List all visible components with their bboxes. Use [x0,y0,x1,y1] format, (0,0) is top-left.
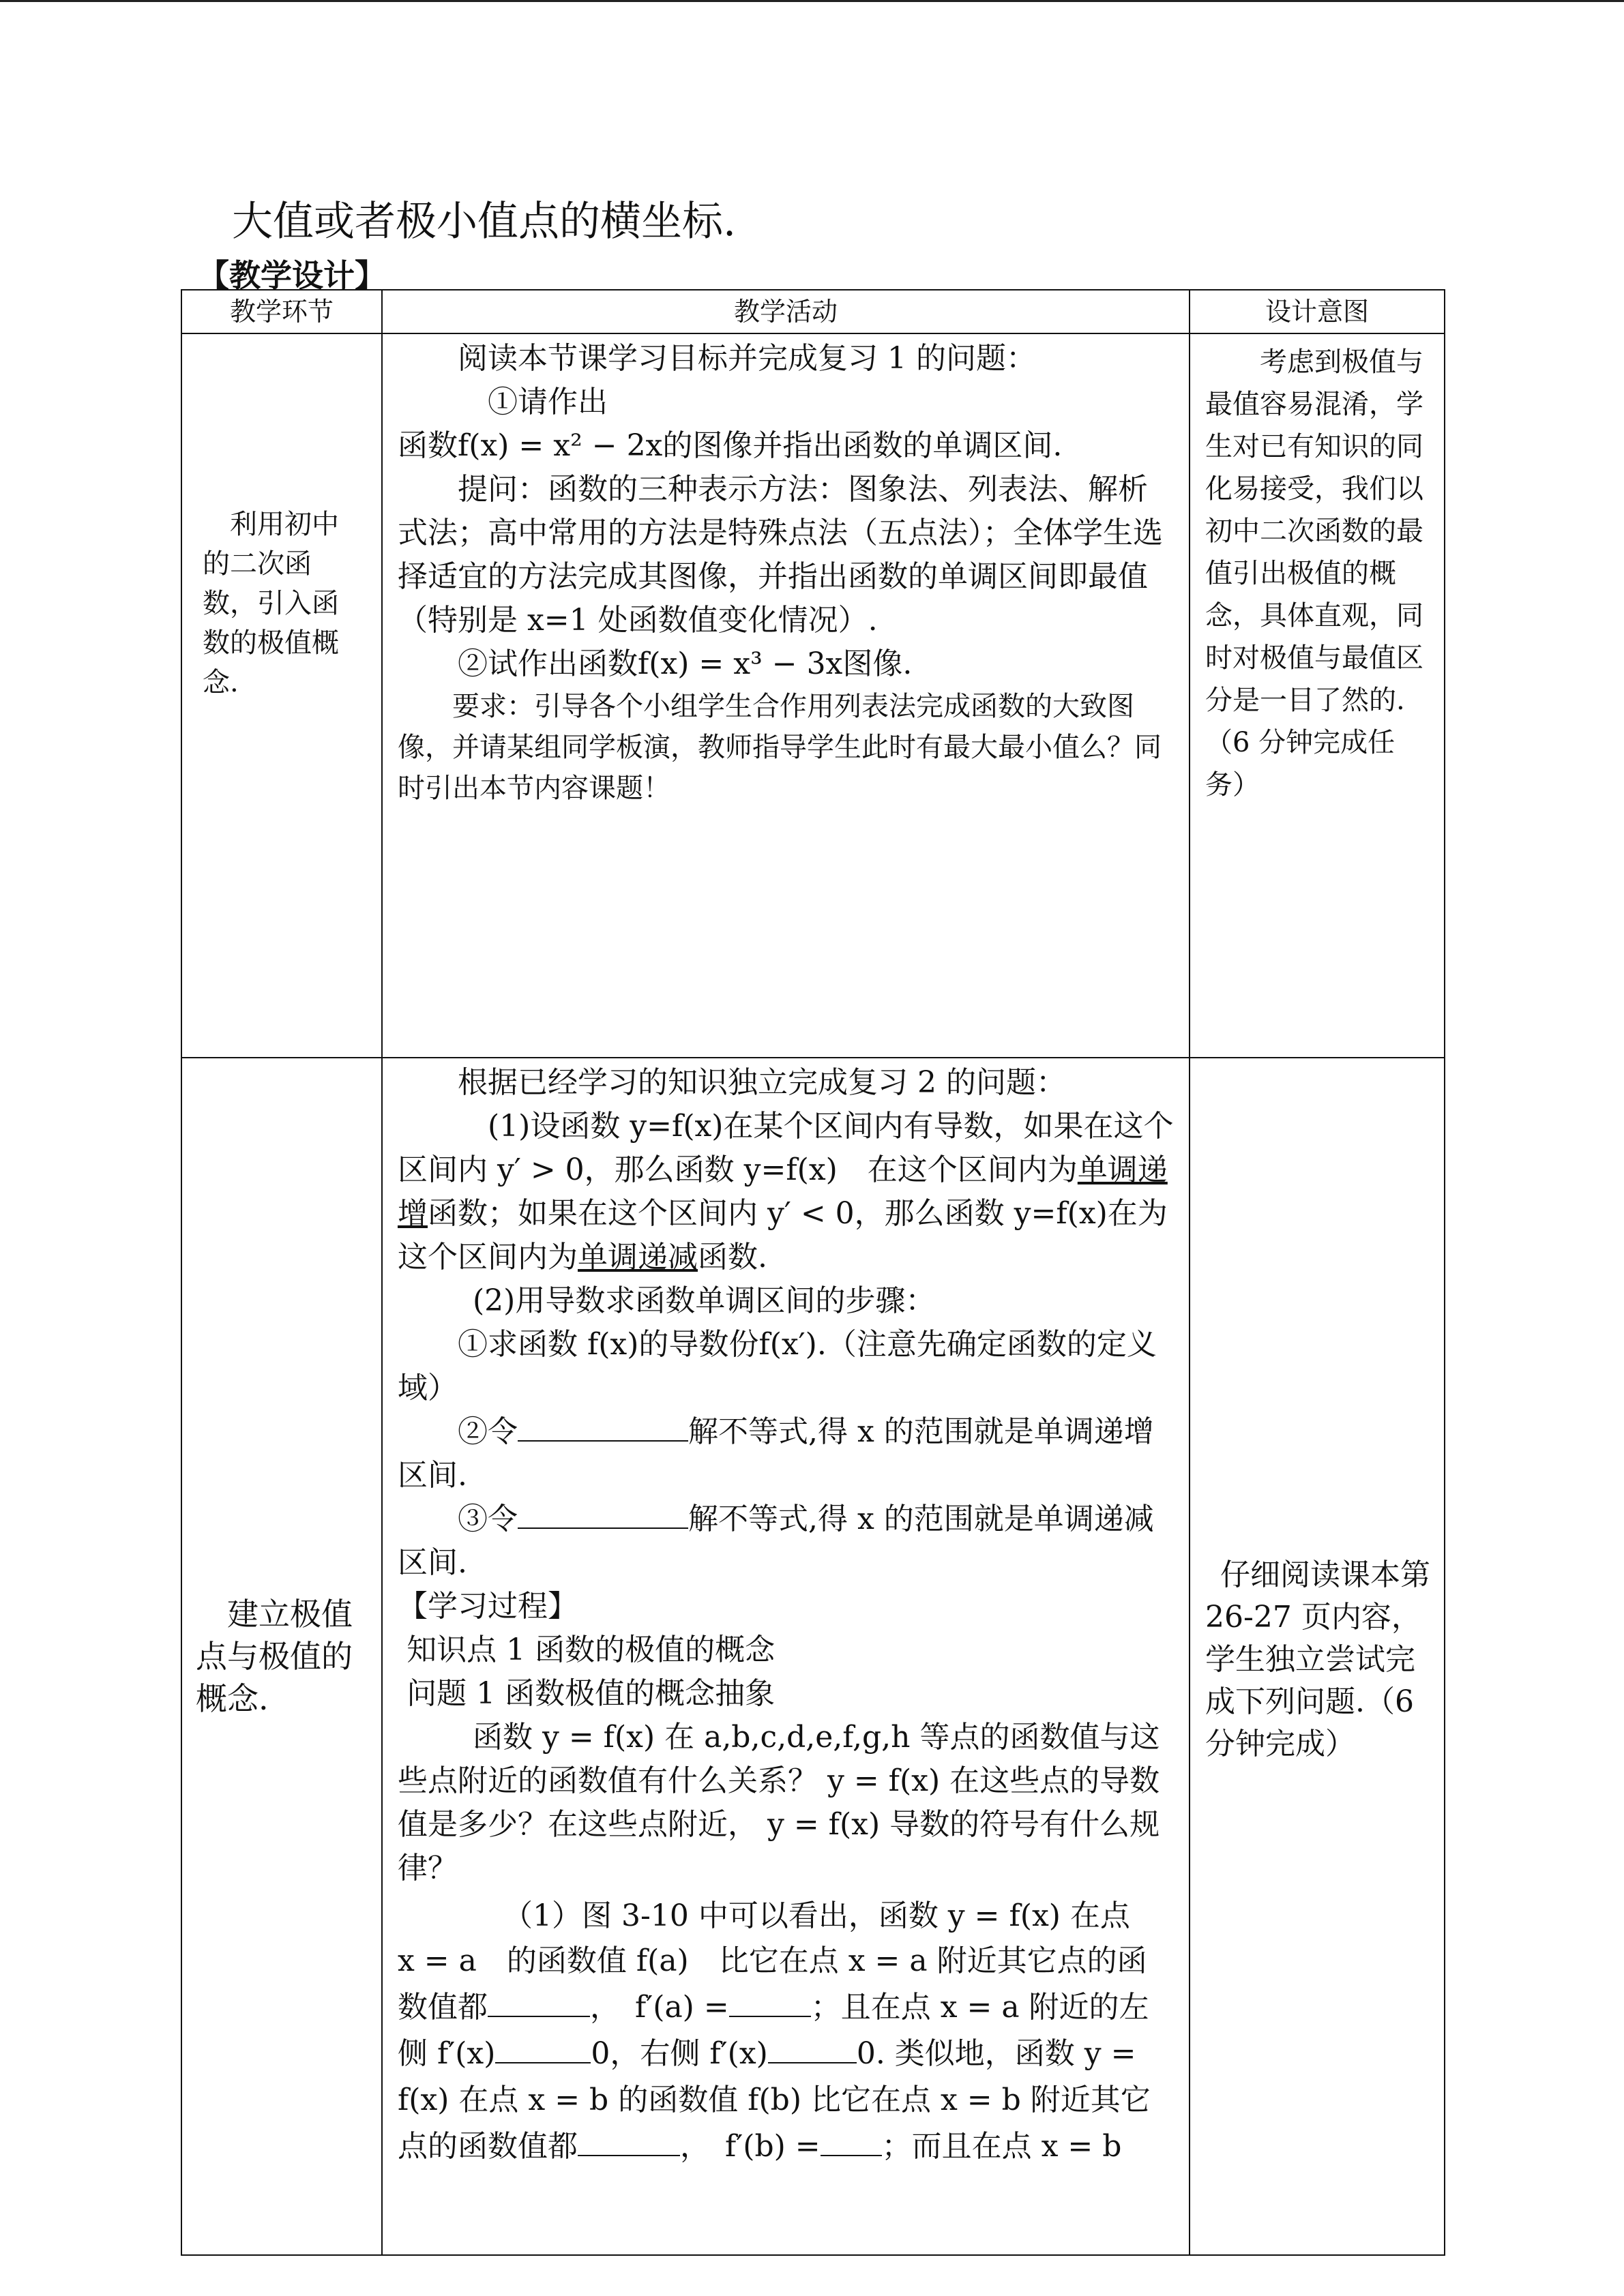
process-title: 【学习过程】 [398,1589,578,1624]
underlined-term: 单调递增 [398,1152,1168,1231]
row1-activity-line: ①请作出 [488,385,608,419]
problem-1: 问题 1 函数极值的概念抽象 [407,1676,776,1711]
answer-blank [495,2033,591,2063]
header-intent: 设计意图 [1190,290,1445,333]
row2-stage: 建立极值点与极值的概念. [181,1058,382,2255]
answer-blank [488,1987,590,2017]
header-stage: 教学环节 [181,290,382,333]
activity-para2: x = a 的函数值 f(a) 比它在点 x = a 附近其它点的函数值都 ， f′(a) = ；且在点 x = a 附近的左侧 f′(x) 0，右侧 f′(x) 0. 类似地，函数 y = f(x) 在点 x = b 的函数值 f(b) 比它在点 x = b 附近其它点的函数值都 ， f′(b) = ；而且在点 x = b [398,1943,1151,2164]
row1-activity [382,333,1190,1058]
activity-para1: 函数 y = f(x) 在 a,b,c,d,e,f,g,h 等点的函数值与这些点附近的函数值有什么关系？ y = f(x) 在这些点的导数值是多少？在这些点附近， y = f(x) 导数的符号有什么规律？ [398,1720,1160,1885]
row2-intent: 仔细阅读课本第 26-27 页内容，学生独立尝试完成下列问题.（6 分钟完成） [1190,1058,1445,2255]
row1-activity-line: 阅读本节课学习目标并完成复习 1 的问题： [458,341,1036,376]
activity-intro: 根据已经学习的知识独立完成复习 2 的问题： [458,1065,1066,1100]
row1-stage: 利用初中的二次函数，引入函数的极值概念. [181,333,382,1058]
underlined-term: 单调递减 [578,1240,698,1274]
row1-intent: 考虑到极值与最值容易混淆，学生对已有知识的同化易接受，我们以初中二次函数的最值引出极值的概念，具体直观，同时对极值与最值区分是一目了然的.（6 分钟完成任务） [1190,333,1445,1058]
table-row [181,1058,1445,2255]
activity-para2-line: （1）图 3-10 中可以看出，函数 y = f(x) 在点 [503,1898,1130,1933]
answer-blank [768,2033,857,2063]
activity-step1: ①求函数 f(x)的导数份f(x′).（注意先确定函数的定义域） [398,1327,1157,1405]
answer-blank [518,1412,688,1442]
activity-q1: (1)设函数 y=f(x)在某个区间内有导数，如果在这个区间内 y′ > 0，那么函数 y=f(x) 在这个区间内为单调递增函数；如果在这个区间内 y′ < 0，那么函数 y=f(x)在为这个区间内为单调递减函数. [398,1109,1174,1274]
activity-step3: ③令 解不等式,得 x 的范围就是单调递减区间. [398,1497,1175,1585]
row1-activity-line: 要求：引导各个小组学生合作用列表法完成函数的大致图像，并请某组同学板演，教师指导学生此时有最大最小值么？同时引出本节内容课题！ [398,691,1162,804]
answer-blank [821,2126,882,2156]
row1-activity-line: ②试作出函数f(x) = x³ − 3x图像. [458,646,913,681]
header-activity: 教学活动 [382,290,1190,333]
row1-activity-line: 函数f(x) = x² − 2x的图像并指出函数的单调区间. [398,428,1063,463]
row2-activity [382,1058,1190,2255]
activity-q2: (2)用导数求函数单调区间的步骤： [473,1283,936,1318]
section-title: 【教学设计】 [198,257,386,294]
knowledge-point-1: 知识点 1 函数的极值的概念 [407,1632,776,1667]
answer-blank [578,2126,680,2156]
teaching-design-table [181,289,1445,2256]
page-top-border [0,0,1624,2]
table-row [181,333,1445,1058]
answer-blank [729,1987,811,2017]
row1-activity-line: 提问：函数的三种表示方法：图象法、列表法、解析式法；高中常用的方法是特殊点法（五点法）；全体学生选择适宜的方法完成其图像，并指出函数的单调区间即最值（特别是 x=1 处函数值变化情况）. [398,472,1163,638]
lead-text: 大值或者极小值点的横坐标. [232,198,737,245]
activity-step2: ②令 解不等式,得 x 的范围就是单调递增区间. [398,1410,1175,1497]
answer-blank [518,1499,688,1529]
table-header-row [181,290,1445,333]
